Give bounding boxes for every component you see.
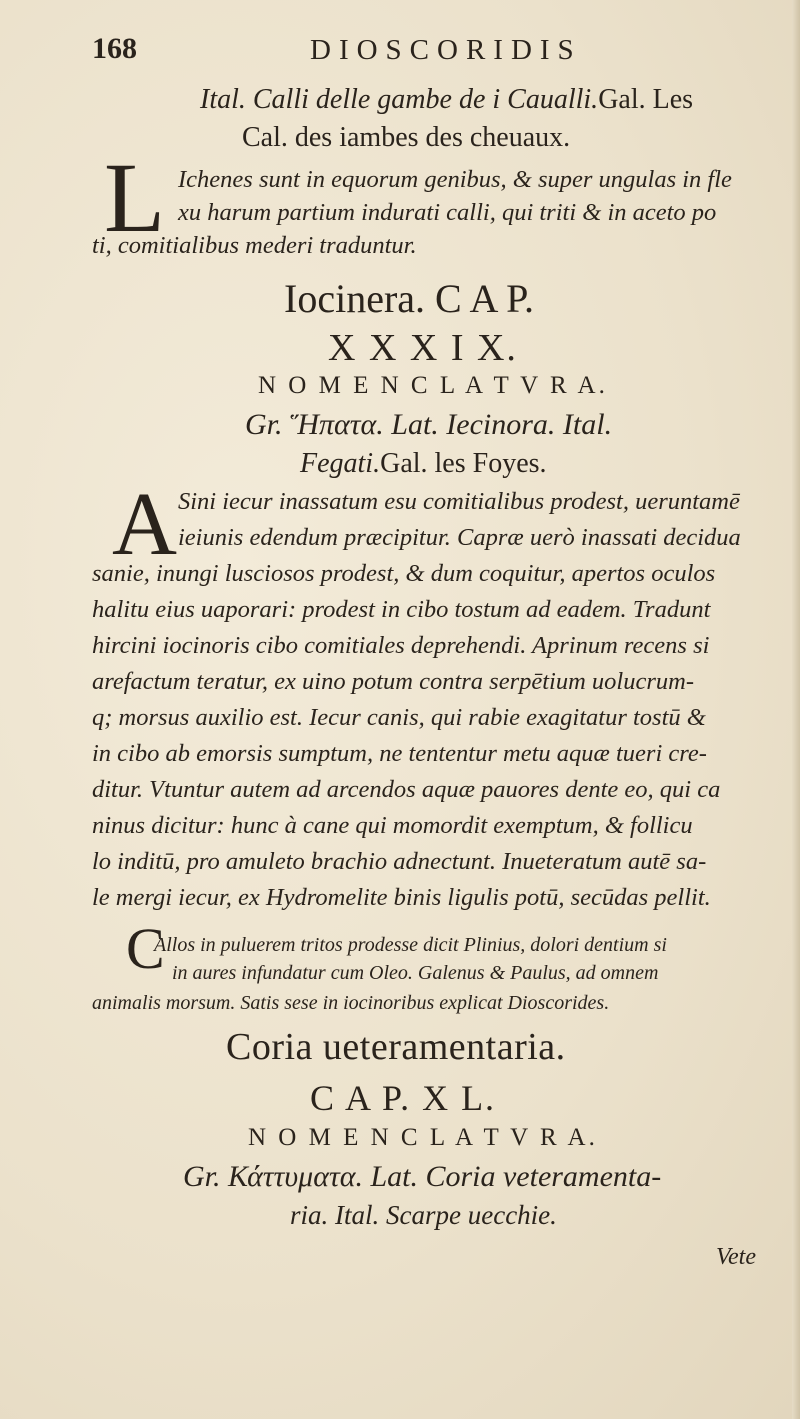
running-title: DIOSCORIDIS <box>310 34 582 66</box>
body-line: ninus dicitur: hunc à cane qui momordit exemptum, & follicu <box>92 812 693 839</box>
names-line: Cal. des iambes des cheuaux. <box>242 122 571 153</box>
drop-cap-initial: L <box>104 142 166 253</box>
nomenclatura-heading: N O M E N C L A T V R A. <box>258 372 608 399</box>
names-gallic: Gal. les Foyes. <box>380 448 547 479</box>
body-line: q; morsus auxilio est. Iecur canis, qui rabie exagitatur tostū & <box>92 704 706 731</box>
body-line: xu harum partium indurati calli, qui triti & in aceto po <box>178 199 717 226</box>
names-gallic: Gal. Les <box>598 84 694 115</box>
body-line: arefactum teratur, ex uino potum contra serpētium uolucrum- <box>92 668 694 695</box>
drop-cap-initial: A <box>112 475 177 574</box>
names-line: ria. Ital. Scarpe uecchie. <box>290 1200 557 1230</box>
note-line: Allos in puluerem tritos prodesse dicit Plinius, dolori dentium si <box>154 934 667 956</box>
names-line: Gr. Κάττυματα. Lat. Coria veteramenta- <box>183 1160 662 1193</box>
body-line: le mergi iecur, ex Hydromelite binis ligulis potū, secūdas pellit. <box>92 884 711 911</box>
body-line: ieiunis edendum præcipitur. Capræ uerò inassati decidua <box>178 524 741 551</box>
body-line: in cibo ab emorsis sumptum, ne tententur metu aquæ tueri cre- <box>92 740 707 767</box>
body-line: lo inditū, pro amuleto brachio adnectunt. Inueteratum autē sa- <box>92 848 707 875</box>
names-line <box>200 84 693 116</box>
body-line: hircini iocinoris cibo comitiales deprehendi. Aprinum recens si <box>92 632 710 659</box>
chapter-number: C A P. X L. <box>310 1078 497 1118</box>
body-line: ditur. Vtuntur autem ad arcendos aquæ pauores dente eo, qui ca <box>92 776 721 803</box>
names-line <box>300 448 547 480</box>
note-line: in aures infundatur cum Oleo. Galenus & Paulus, ad omnem <box>172 962 659 984</box>
note-line: animalis morsum. Satis sese in iocinoribus explicat Dioscorides. <box>92 992 610 1014</box>
nomenclatura-heading: N O M E N C L A T V R A. <box>248 1124 598 1151</box>
names-line: Gr. Ἥπατα. Lat. Iecinora. Ital. <box>245 408 613 441</box>
page-number: 168 <box>92 32 137 65</box>
note-drop-cap: C <box>126 916 165 981</box>
catchword: Vete <box>716 1244 756 1270</box>
names-italian: Ital. Calli delle gambe de i Caualli. <box>200 84 599 115</box>
chapter-number: X X X I X. <box>328 327 518 369</box>
body-line: halitu eius uaporari: prodest in cibo tostum ad eadem. Tradunt <box>92 596 711 623</box>
section-title: Coria ueteramentaria. <box>226 1026 566 1068</box>
page-edge <box>792 0 800 1419</box>
body-line: sanie, inungi lusciosos prodest, & dum coquitur, apertos oculos <box>92 560 716 587</box>
body-line: Sini iecur inassatum esu comitialibus prodest, ueruntamē <box>178 488 740 515</box>
section-title: Iocinera. C A P. <box>284 276 534 321</box>
names-italian: Fegati. <box>300 448 381 479</box>
body-line: Ichenes sunt in equorum genibus, & super ungulas in fle <box>178 166 732 193</box>
body-line: ti, comitialibus mederi traduntur. <box>92 232 417 259</box>
